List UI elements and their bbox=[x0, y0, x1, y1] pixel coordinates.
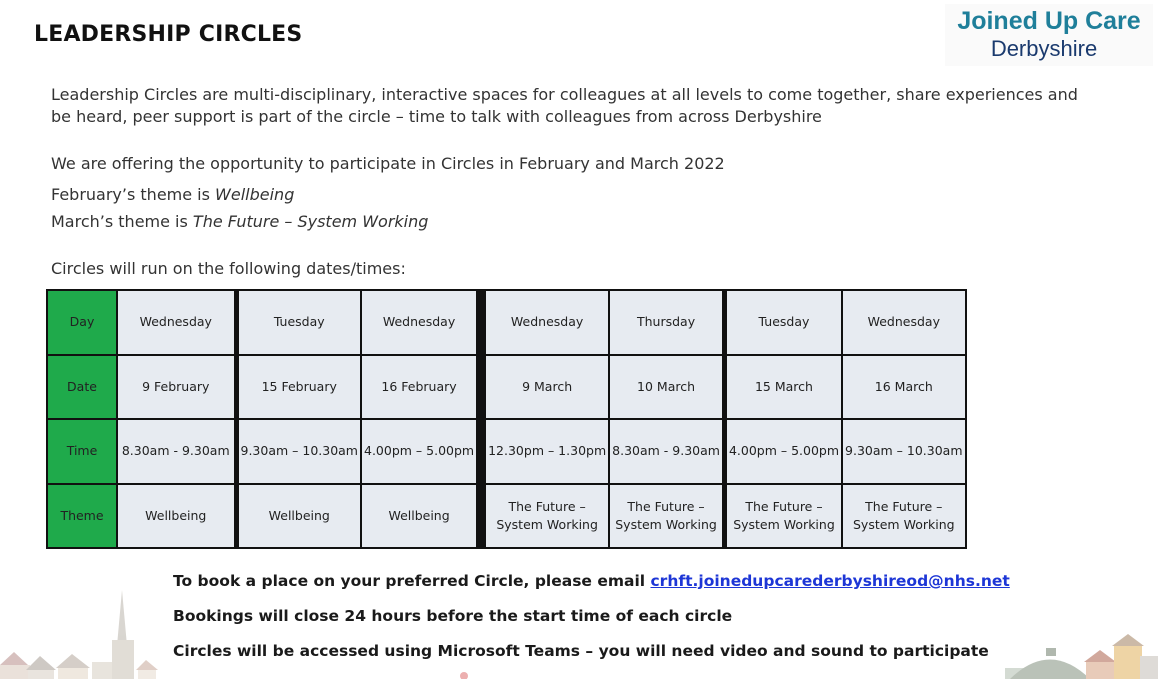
session-3-date: 16 February bbox=[361, 355, 481, 420]
session-3-time: 4.00pm – 5.00pm bbox=[361, 419, 481, 484]
session-5-time: 8.30am - 9.30am bbox=[609, 419, 724, 484]
session-7-day: Wednesday bbox=[842, 290, 966, 355]
logo-line-1: Joined Up Care bbox=[957, 7, 1141, 35]
schedule-table bbox=[46, 289, 967, 549]
session-6-theme-line1: The Future – bbox=[745, 498, 823, 514]
table-row-time bbox=[47, 419, 966, 484]
row-header-time: Time bbox=[47, 419, 117, 484]
table-row-date bbox=[47, 355, 966, 420]
session-7-time: 9.30am – 10.30am bbox=[842, 419, 966, 484]
row-header-date: Date bbox=[47, 355, 117, 420]
march-theme-prefix: March’s theme is bbox=[51, 212, 193, 231]
session-1-day: Wednesday bbox=[117, 290, 236, 355]
session-6-theme-line2: System Working bbox=[733, 516, 835, 532]
intro-paragraph: Leadership Circles are multi-disciplinary, interactive spaces for colleagues at all levels to come together, share experiences and be heard, peer support is part of the circle – time to talk with colleagues from across Derbyshire bbox=[51, 85, 1078, 126]
session-1-date: 9 February bbox=[117, 355, 236, 420]
session-6-time: 4.00pm – 5.00pm bbox=[724, 419, 842, 484]
schedule-intro: Circles will run on the following dates/times: bbox=[51, 259, 406, 278]
session-4-theme-line1: The Future – bbox=[508, 498, 586, 514]
february-theme-prefix: February’s theme is bbox=[51, 185, 216, 204]
session-2-day: Tuesday bbox=[236, 290, 361, 355]
session-5-theme-line1: The Future – bbox=[627, 498, 705, 514]
session-4-date: 9 March bbox=[481, 355, 609, 420]
booking-prefix: To book a place on your preferred Circle, please email bbox=[173, 572, 651, 590]
session-7-theme-line1: The Future – bbox=[865, 498, 943, 514]
session-6-day: Tuesday bbox=[724, 290, 842, 355]
logo-line-2: Derbyshire bbox=[990, 36, 1098, 61]
session-2-date: 15 February bbox=[236, 355, 361, 420]
session-4-theme bbox=[481, 484, 609, 549]
joined-up-care-logo bbox=[945, 4, 1153, 66]
booking-instructions bbox=[173, 572, 1010, 590]
offer-text: We are offering the opportunity to participate in Circles in February and March 2022 bbox=[51, 154, 725, 173]
session-5-theme bbox=[609, 484, 724, 549]
teams-note: Circles will be accessed using Microsoft Teams – you will need video and sound to participate bbox=[173, 642, 989, 660]
session-7-date: 16 March bbox=[842, 355, 966, 420]
booking-email-link[interactable]: crhft.joinedupcarederbyshireod@nhs.net bbox=[650, 572, 1010, 590]
session-2-time: 9.30am – 10.30am bbox=[236, 419, 361, 484]
session-4-theme-line2: System Working bbox=[496, 516, 598, 532]
session-7-theme bbox=[842, 484, 966, 549]
session-3-day: Wednesday bbox=[361, 290, 481, 355]
row-header-day: Day bbox=[47, 290, 117, 355]
session-1-theme: Wellbeing bbox=[117, 484, 236, 549]
session-5-date: 10 March bbox=[609, 355, 724, 420]
table-row-theme bbox=[47, 484, 966, 549]
session-4-time: 12.30pm – 1.30pm bbox=[481, 419, 609, 484]
session-2-theme: Wellbeing bbox=[236, 484, 361, 549]
row-header-theme: Theme bbox=[47, 484, 117, 549]
session-7-theme-line2: System Working bbox=[852, 516, 955, 532]
session-3-theme: Wellbeing bbox=[361, 484, 481, 549]
table-row-day bbox=[47, 290, 966, 355]
session-4-day: Wednesday bbox=[481, 290, 609, 355]
session-6-theme bbox=[724, 484, 842, 549]
session-6-date: 15 March bbox=[724, 355, 842, 420]
february-theme-name: Wellbeing bbox=[215, 185, 295, 204]
session-1-time: 8.30am - 9.30am bbox=[117, 419, 236, 484]
march-theme bbox=[51, 211, 428, 233]
february-theme bbox=[51, 184, 294, 206]
booking-closing-note: Bookings will close 24 hours before the start time of each circle bbox=[173, 607, 733, 625]
march-theme-name: The Future – System Working bbox=[192, 212, 429, 231]
session-5-day: Thursday bbox=[609, 290, 724, 355]
session-5-theme-line2: System Working bbox=[615, 516, 717, 532]
page-title: LEADERSHIP CIRCLES bbox=[34, 22, 303, 47]
